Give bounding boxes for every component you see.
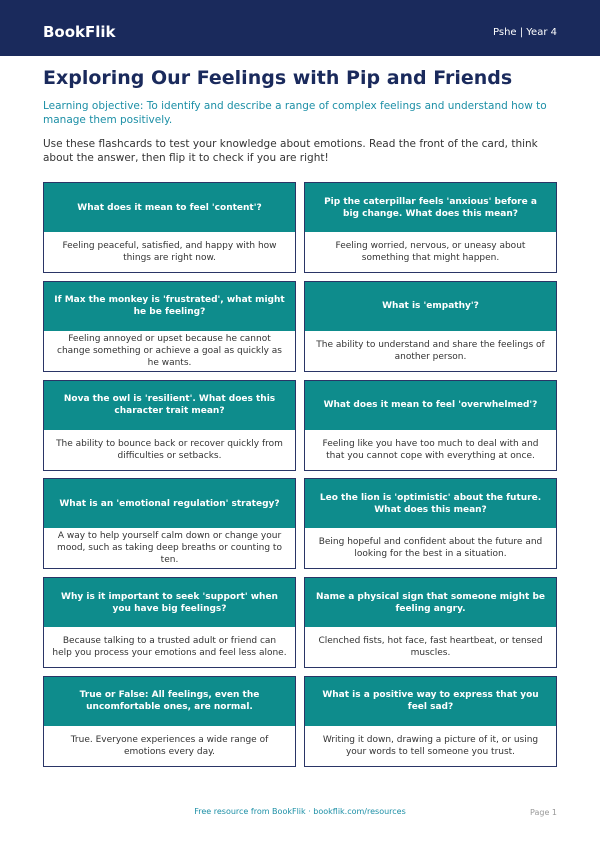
flashcard[interactable] — [43, 281, 296, 372]
flashcard[interactable] — [43, 182, 296, 273]
flashcard[interactable] — [43, 676, 296, 767]
flashcard-answer: The ability to bounce back or recover quickly from difficulties or setbacks. — [44, 430, 295, 470]
flashcard[interactable] — [43, 380, 296, 471]
flashcard[interactable] — [304, 676, 557, 767]
flashcard-question: What does it mean to feel 'content'? — [44, 183, 295, 232]
flashcard-answer: Feeling like you have too much to deal with and that you cannot cope with everything at once. — [305, 430, 556, 470]
flashcard-grid — [43, 182, 557, 767]
flashcard-answer: Feeling annoyed or upset because he cannot change something or achieve a goal as quickly as he wants. — [44, 331, 295, 371]
flashcard-question: Nova the owl is 'resilient'. What does this character trait mean? — [44, 381, 295, 430]
flashcard-question: Name a physical sign that someone might be feeling angry. — [305, 578, 556, 627]
flashcard-question: True or False: All feelings, even the uncomfortable ones, are normal. — [44, 677, 295, 726]
flashcard-question: What does it mean to feel 'overwhelmed'? — [305, 381, 556, 430]
flashcard[interactable] — [304, 577, 557, 668]
flashcard[interactable] — [43, 478, 296, 569]
flashcard[interactable] — [304, 281, 557, 372]
flashcard[interactable] — [43, 577, 296, 668]
flashcard-question: Why is it important to seek 'support' when you have big feelings? — [44, 578, 295, 627]
page-title: Exploring Our Feelings with Pip and Friends — [43, 67, 513, 89]
flashcard-answer: Feeling worried, nervous, or uneasy about something that might happen. — [305, 232, 556, 272]
header-bar — [0, 0, 600, 56]
flashcard[interactable] — [304, 478, 557, 569]
flashcard-question: Leo the lion is 'optimistic' about the future. What does this mean? — [305, 479, 556, 528]
flashcard-question: What is a positive way to express that you feel sad? — [305, 677, 556, 726]
learning-objective: Learning objective: To identify and describe a range of complex feelings and understand how to manage them positively. — [43, 100, 547, 126]
flashcard-answer: Because talking to a trusted adult or friend can help you process your emotions and feel less alone. — [44, 627, 295, 667]
intro-text: Use these flashcards to test your knowledge about emotions. Read the front of the card, think about the answer, then flip it to check if you are right! — [43, 138, 538, 164]
flashcard-answer: A way to help yourself calm down or change your mood, such as taking deep breaths or counting to ten. — [44, 528, 295, 568]
flashcard[interactable] — [304, 182, 557, 273]
flashcard-answer: Being hopeful and confident about the future and looking for the best in a situation. — [305, 528, 556, 568]
page-number: Page 1 — [530, 808, 557, 817]
flashcard-question: What is an 'emotional regulation' strategy? — [44, 479, 295, 528]
flashcard-answer: Clenched fists, hot face, fast heartbeat, or tensed muscles. — [305, 627, 556, 667]
flashcard-question: Pip the caterpillar feels 'anxious' before a big change. What does this mean? — [305, 183, 556, 232]
flashcard-question: What is 'empathy'? — [305, 282, 556, 331]
flashcard-answer: Feeling peaceful, satisfied, and happy with how things are right now. — [44, 232, 295, 272]
flashcard-answer: Writing it down, drawing a picture of it, or using your words to tell someone you trust. — [305, 726, 556, 766]
flashcard-answer: The ability to understand and share the feelings of another person. — [305, 331, 556, 371]
flashcard-answer: True. Everyone experiences a wide range of emotions every day. — [44, 726, 295, 766]
footer-resource-link[interactable]: Free resource from BookFlik · bookflik.com/resources — [194, 807, 406, 816]
brand-logo-text[interactable]: BookFlik — [43, 23, 116, 41]
flashcard-question: If Max the monkey is 'frustrated', what might he be feeling? — [44, 282, 295, 331]
subject-year-label: Pshe | Year 4 — [493, 27, 557, 38]
flashcard[interactable] — [304, 380, 557, 471]
